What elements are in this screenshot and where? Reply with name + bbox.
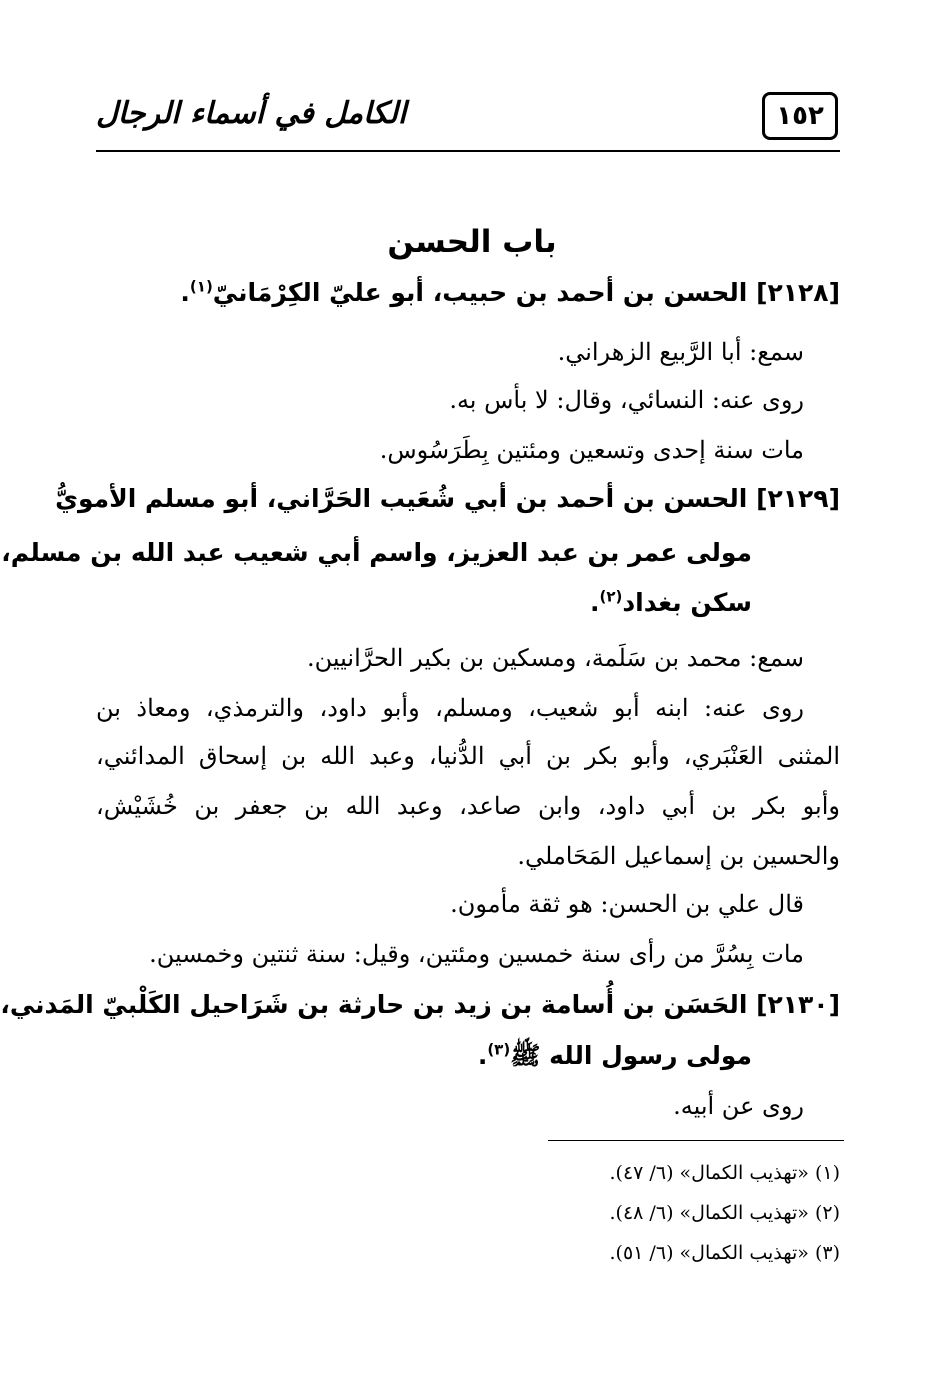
footnote: (١) «تهذيب الكمال» (٦/ ٤٧). — [609, 1162, 840, 1184]
entry-heading-line: مولى عمر بن عبد العزيز، واسم أبي شعيب عبد الله بن مسلم، — [1, 538, 752, 567]
header-rule — [96, 150, 840, 152]
entry-line: مات سنة إحدى وتسعين ومئتين بِطَرَسُوس. — [379, 436, 804, 464]
footnote: (٢) «تهذيب الكمال» (٦/ ٤٨). — [609, 1202, 840, 1224]
entry-line: والحسين بن إسماعيل المَحَاملي. — [517, 842, 840, 870]
entry-line: قال علي بن الحسن: هو ثقة مأمون. — [450, 890, 804, 918]
chapter-title: باب الحسن — [387, 224, 557, 260]
page-number: ١٥٢ — [762, 92, 838, 140]
entry-heading-line: [٢١٣٠] الحَسَن بن أُسامة بن زيد بن حارثة بن شَرَاحيل الكَلْبيّ المَدني، — [0, 990, 840, 1019]
footnote-ref: (٢) — [599, 587, 623, 606]
entry-line: روى عن أبيه. — [673, 1092, 804, 1120]
entry-heading-text: [٢١٢٨] الحسن بن أحمد بن حبيب، أبو عليّ الكِرْمَانيّ — [212, 278, 840, 307]
entry-line: سمع: محمد بن سَلَمة، ومسكين بن بكير الحرَّانيين. — [307, 644, 804, 672]
page-header — [96, 92, 840, 154]
footnote-ref: (١) — [189, 277, 213, 296]
entry-line: وأبو بكر بن أبي داود، وابن صاعد، وعبد الله بن جعفر بن خُشَيْش، — [96, 792, 840, 820]
entry-heading: [٢١٢٨] الحسن بن أحمد بن حبيب، أبو عليّ الكِرْمَانيّ$^{(١)}$. — [180, 277, 840, 307]
book-title: الكامل في أسماء الرجال — [96, 96, 407, 131]
footnote: (٣) «تهذيب الكمال» (٦/ ٥١). — [609, 1242, 840, 1264]
footnote-ref: (٣) — [487, 1040, 511, 1059]
entry-line: روى عنه: ابنه أبو شعيب، ومسلم، وأبو داود، والترمذي، ومعاذ بن — [96, 694, 804, 722]
entry-line: سمع: أبا الرَّبيع الزهراني. — [557, 338, 804, 366]
entry-heading-line: سكن بغداد$^{(٢)}$. — [589, 587, 752, 617]
entry-heading-line: مولى رسول الله ﷺ$^{(٣)}$. — [477, 1040, 752, 1070]
entry-line: روى عنه: النسائي، وقال: لا بأس به. — [449, 386, 804, 414]
entry-line: المثنى العَنْبَري، وأبو بكر بن أبي الدُّنيا، وعبد الله بن إسحاق المدائني، — [96, 742, 840, 770]
entry-heading-line: [٢١٢٩] الحسن بن أحمد بن أبي شُعَيب الحَرَّاني، أبو مسلم الأمويُّ — [55, 484, 840, 513]
entry-line: مات بِسُرَّ من رأى سنة خمسين ومئتين، وقيل: سنة ثنتين وخمسين. — [149, 940, 804, 968]
